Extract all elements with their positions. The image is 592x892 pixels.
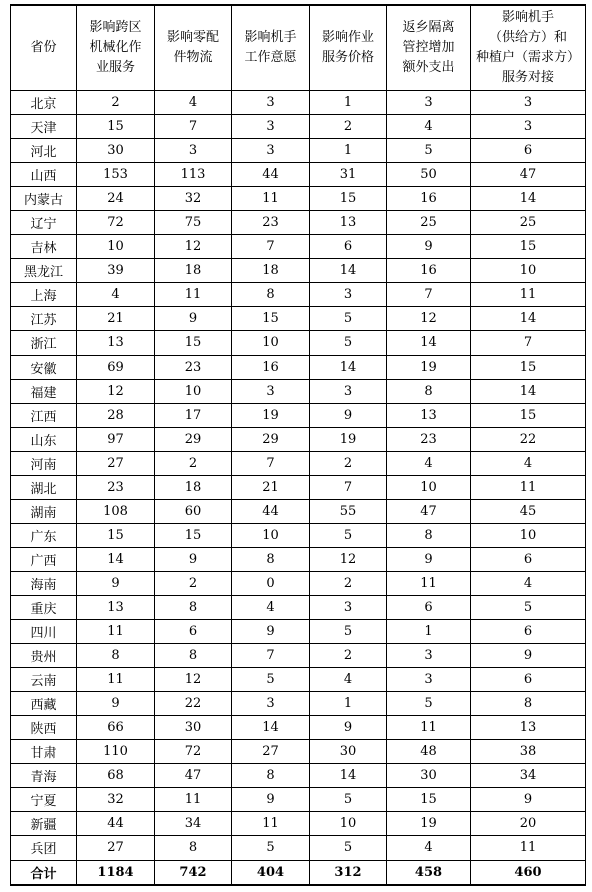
- cell-operator-willingness: 10: [232, 331, 310, 355]
- cell-province: 天津: [11, 115, 77, 139]
- header-line: 管控增加: [402, 40, 455, 55]
- cell-service-price: 5: [310, 788, 387, 812]
- table-header: [11, 5, 586, 91]
- cell-service-price: 13: [310, 211, 387, 235]
- cell-cross-region-service: 9: [77, 571, 155, 595]
- cell-supply-demand-matching: 6: [471, 620, 586, 644]
- cell-parts-logistics: 11: [155, 788, 232, 812]
- cell-operator-willingness: 16: [232, 355, 310, 379]
- header-operator-willingness: [232, 5, 310, 91]
- table-row: [11, 716, 586, 740]
- cell-cross-region-service: 27: [77, 836, 155, 860]
- total-cross-region-service: 1184: [77, 860, 155, 885]
- total-supply-demand-matching: 460: [471, 860, 586, 885]
- table-row: [11, 475, 586, 499]
- table-row: [11, 764, 586, 788]
- table-row: [11, 139, 586, 163]
- cell-service-price: 5: [310, 331, 387, 355]
- cell-supply-demand-matching: 3: [471, 115, 586, 139]
- cell-cross-region-service: 11: [77, 668, 155, 692]
- cell-province: 陕西: [11, 716, 77, 740]
- cell-operator-willingness: 4: [232, 595, 310, 619]
- cell-operator-willingness: 7: [232, 451, 310, 475]
- cell-cross-region-service: 8: [77, 644, 155, 668]
- cell-supply-demand-matching: 6: [471, 668, 586, 692]
- cell-quarantine-cost: 50: [387, 163, 471, 187]
- cell-parts-logistics: 22: [155, 692, 232, 716]
- cell-supply-demand-matching: 9: [471, 644, 586, 668]
- cell-cross-region-service: 97: [77, 427, 155, 451]
- cell-cross-region-service: 24: [77, 187, 155, 211]
- header-supply-demand-matching: [471, 5, 586, 91]
- header-line: 机械化作: [89, 40, 142, 55]
- cell-parts-logistics: 113: [155, 163, 232, 187]
- table-row: [11, 499, 586, 523]
- cell-cross-region-service: 28: [77, 403, 155, 427]
- header-quarantine-cost: [387, 5, 471, 91]
- cell-cross-region-service: 32: [77, 788, 155, 812]
- cell-quarantine-cost: 47: [387, 499, 471, 523]
- cell-cross-region-service: 69: [77, 355, 155, 379]
- total-service-price: 312: [310, 860, 387, 885]
- cell-operator-willingness: 7: [232, 235, 310, 259]
- cell-cross-region-service: 153: [77, 163, 155, 187]
- table-row: [11, 451, 586, 475]
- table-row: [11, 812, 586, 836]
- cell-province: 湖南: [11, 499, 77, 523]
- cell-supply-demand-matching: 4: [471, 451, 586, 475]
- cell-parts-logistics: 8: [155, 836, 232, 860]
- province-impact-table: [10, 4, 586, 886]
- cell-province: 上海: [11, 283, 77, 307]
- cell-parts-logistics: 60: [155, 499, 232, 523]
- cell-province: 吉林: [11, 235, 77, 259]
- table-row: [11, 644, 586, 668]
- cell-operator-willingness: 29: [232, 427, 310, 451]
- cell-quarantine-cost: 4: [387, 451, 471, 475]
- cell-cross-region-service: 12: [77, 379, 155, 403]
- header-line: 业服务: [95, 60, 135, 75]
- cell-service-price: 19: [310, 427, 387, 451]
- header-line: 返乡隔离: [402, 20, 455, 35]
- cell-parts-logistics: 12: [155, 668, 232, 692]
- cell-parts-logistics: 12: [155, 235, 232, 259]
- table-row: [11, 836, 586, 860]
- header-line: 影响机手: [244, 30, 297, 45]
- cell-operator-willingness: 10: [232, 523, 310, 547]
- cell-supply-demand-matching: 25: [471, 211, 586, 235]
- cell-cross-region-service: 30: [77, 139, 155, 163]
- cell-parts-logistics: 2: [155, 571, 232, 595]
- cell-operator-willingness: 15: [232, 307, 310, 331]
- table-row: [11, 259, 586, 283]
- cell-quarantine-cost: 9: [387, 547, 471, 571]
- header-province: [11, 5, 77, 91]
- cell-province: 宁夏: [11, 788, 77, 812]
- cell-operator-willingness: 3: [232, 91, 310, 115]
- cell-parts-logistics: 18: [155, 259, 232, 283]
- total-operator-willingness: 404: [232, 860, 310, 885]
- cell-service-price: 2: [310, 115, 387, 139]
- cell-parts-logistics: 11: [155, 283, 232, 307]
- cell-supply-demand-matching: 3: [471, 91, 586, 115]
- cell-supply-demand-matching: 6: [471, 139, 586, 163]
- cell-province: 新疆: [11, 812, 77, 836]
- cell-supply-demand-matching: 20: [471, 812, 586, 836]
- cell-quarantine-cost: 5: [387, 139, 471, 163]
- table-row: [11, 163, 586, 187]
- cell-parts-logistics: 15: [155, 331, 232, 355]
- cell-supply-demand-matching: 8: [471, 692, 586, 716]
- cell-province: 安徽: [11, 355, 77, 379]
- cell-supply-demand-matching: 15: [471, 403, 586, 427]
- cell-quarantine-cost: 15: [387, 788, 471, 812]
- cell-quarantine-cost: 14: [387, 331, 471, 355]
- cell-service-price: 31: [310, 163, 387, 187]
- table-row: [11, 547, 586, 571]
- table-row: [11, 211, 586, 235]
- cell-province: 福建: [11, 379, 77, 403]
- cell-province: 江苏: [11, 307, 77, 331]
- cell-service-price: 30: [310, 740, 387, 764]
- cell-cross-region-service: 10: [77, 235, 155, 259]
- cell-quarantine-cost: 3: [387, 644, 471, 668]
- cell-quarantine-cost: 23: [387, 427, 471, 451]
- cell-cross-region-service: 110: [77, 740, 155, 764]
- cell-province: 广西: [11, 547, 77, 571]
- cell-service-price: 3: [310, 283, 387, 307]
- cell-supply-demand-matching: 22: [471, 427, 586, 451]
- header-line: 服务对接: [501, 70, 554, 85]
- table-row: [11, 355, 586, 379]
- header-line: 种植户（需求方）: [475, 50, 580, 65]
- cell-province: 四川: [11, 620, 77, 644]
- cell-parts-logistics: 34: [155, 812, 232, 836]
- table-row: [11, 307, 586, 331]
- cell-service-price: 6: [310, 235, 387, 259]
- cell-quarantine-cost: 3: [387, 668, 471, 692]
- header-line: 影响零配: [166, 30, 219, 45]
- cell-quarantine-cost: 30: [387, 764, 471, 788]
- cell-quarantine-cost: 19: [387, 812, 471, 836]
- cell-operator-willingness: 9: [232, 620, 310, 644]
- table-row: [11, 571, 586, 595]
- cell-supply-demand-matching: 15: [471, 235, 586, 259]
- cell-quarantine-cost: 11: [387, 571, 471, 595]
- cell-operator-willingness: 5: [232, 668, 310, 692]
- cell-cross-region-service: 14: [77, 547, 155, 571]
- cell-service-price: 55: [310, 499, 387, 523]
- cell-quarantine-cost: 16: [387, 259, 471, 283]
- cell-operator-willingness: 3: [232, 379, 310, 403]
- cell-quarantine-cost: 16: [387, 187, 471, 211]
- table-row: [11, 187, 586, 211]
- cell-quarantine-cost: 5: [387, 692, 471, 716]
- cell-service-price: 12: [310, 547, 387, 571]
- table-row: [11, 692, 586, 716]
- cell-service-price: 1: [310, 139, 387, 163]
- cell-quarantine-cost: 10: [387, 475, 471, 499]
- cell-service-price: 4: [310, 668, 387, 692]
- table-row: [11, 403, 586, 427]
- cell-parts-logistics: 4: [155, 91, 232, 115]
- cell-cross-region-service: 2: [77, 91, 155, 115]
- cell-supply-demand-matching: 5: [471, 595, 586, 619]
- cell-quarantine-cost: 8: [387, 379, 471, 403]
- cell-supply-demand-matching: 15: [471, 355, 586, 379]
- table-row: [11, 91, 586, 115]
- cell-service-price: 7: [310, 475, 387, 499]
- cell-quarantine-cost: 4: [387, 115, 471, 139]
- cell-operator-willingness: 8: [232, 283, 310, 307]
- cell-service-price: 14: [310, 355, 387, 379]
- cell-province: 河南: [11, 451, 77, 475]
- cell-service-price: 5: [310, 307, 387, 331]
- cell-operator-willingness: 3: [232, 692, 310, 716]
- cell-province: 浙江: [11, 331, 77, 355]
- table-row: [11, 115, 586, 139]
- cell-cross-region-service: 39: [77, 259, 155, 283]
- cell-quarantine-cost: 11: [387, 716, 471, 740]
- cell-operator-willingness: 3: [232, 115, 310, 139]
- cell-cross-region-service: 9: [77, 692, 155, 716]
- cell-supply-demand-matching: 14: [471, 307, 586, 331]
- cell-parts-logistics: 72: [155, 740, 232, 764]
- total-row: [11, 860, 586, 885]
- header-line: 件物流: [173, 50, 213, 65]
- cell-parts-logistics: 47: [155, 764, 232, 788]
- cell-service-price: 14: [310, 259, 387, 283]
- cell-supply-demand-matching: 14: [471, 379, 586, 403]
- header-cross-region-service: [77, 5, 155, 91]
- cell-operator-willingness: 0: [232, 571, 310, 595]
- table-row: [11, 668, 586, 692]
- cell-supply-demand-matching: 38: [471, 740, 586, 764]
- cell-supply-demand-matching: 10: [471, 259, 586, 283]
- cell-province: 云南: [11, 668, 77, 692]
- table-row: [11, 788, 586, 812]
- cell-province: 甘肃: [11, 740, 77, 764]
- cell-cross-region-service: 13: [77, 331, 155, 355]
- cell-service-price: 2: [310, 451, 387, 475]
- total-parts-logistics: 742: [155, 860, 232, 885]
- cell-operator-willingness: 11: [232, 812, 310, 836]
- cell-cross-region-service: 66: [77, 716, 155, 740]
- table-row: [11, 523, 586, 547]
- cell-service-price: 5: [310, 523, 387, 547]
- cell-supply-demand-matching: 7: [471, 331, 586, 355]
- cell-supply-demand-matching: 4: [471, 571, 586, 595]
- cell-parts-logistics: 15: [155, 523, 232, 547]
- table-row: [11, 235, 586, 259]
- cell-service-price: 5: [310, 620, 387, 644]
- cell-quarantine-cost: 7: [387, 283, 471, 307]
- cell-service-price: 5: [310, 836, 387, 860]
- total-label: 合计: [11, 860, 77, 885]
- cell-operator-willingness: 27: [232, 740, 310, 764]
- cell-parts-logistics: 10: [155, 379, 232, 403]
- cell-supply-demand-matching: 13: [471, 716, 586, 740]
- cell-parts-logistics: 9: [155, 547, 232, 571]
- header-row: [11, 5, 586, 91]
- cell-service-price: 14: [310, 764, 387, 788]
- cell-quarantine-cost: 1: [387, 620, 471, 644]
- header-line: 省份: [30, 40, 57, 55]
- cell-province: 山西: [11, 163, 77, 187]
- cell-cross-region-service: 27: [77, 451, 155, 475]
- cell-parts-logistics: 3: [155, 139, 232, 163]
- cell-cross-region-service: 4: [77, 283, 155, 307]
- table-row: [11, 740, 586, 764]
- table-row: [11, 427, 586, 451]
- cell-parts-logistics: 18: [155, 475, 232, 499]
- cell-parts-logistics: 7: [155, 115, 232, 139]
- cell-operator-willingness: 44: [232, 163, 310, 187]
- cell-province: 山东: [11, 427, 77, 451]
- cell-province: 重庆: [11, 595, 77, 619]
- header-line: 影响跨区: [89, 20, 142, 35]
- cell-parts-logistics: 32: [155, 187, 232, 211]
- cell-province: 内蒙古: [11, 187, 77, 211]
- table-container: [10, 4, 585, 886]
- header-service-price: [310, 5, 387, 91]
- cell-province: 青海: [11, 764, 77, 788]
- cell-cross-region-service: 21: [77, 307, 155, 331]
- cell-quarantine-cost: 8: [387, 523, 471, 547]
- header-parts-logistics: [155, 5, 232, 91]
- cell-operator-willingness: 23: [232, 211, 310, 235]
- cell-operator-willingness: 18: [232, 259, 310, 283]
- cell-operator-willingness: 44: [232, 499, 310, 523]
- cell-province: 广东: [11, 523, 77, 547]
- header-line: 影响机手: [501, 10, 554, 25]
- cell-province: 海南: [11, 571, 77, 595]
- table-row: [11, 331, 586, 355]
- cell-parts-logistics: 8: [155, 595, 232, 619]
- cell-province: 湖北: [11, 475, 77, 499]
- cell-province: 江西: [11, 403, 77, 427]
- cell-operator-willingness: 7: [232, 644, 310, 668]
- cell-supply-demand-matching: 10: [471, 523, 586, 547]
- cell-province: 西藏: [11, 692, 77, 716]
- cell-operator-willingness: 8: [232, 764, 310, 788]
- table-row: [11, 283, 586, 307]
- cell-province: 北京: [11, 91, 77, 115]
- cell-service-price: 10: [310, 812, 387, 836]
- total-quarantine-cost: 458: [387, 860, 471, 885]
- cell-service-price: 15: [310, 187, 387, 211]
- cell-quarantine-cost: 3: [387, 91, 471, 115]
- cell-supply-demand-matching: 14: [471, 187, 586, 211]
- cell-quarantine-cost: 6: [387, 595, 471, 619]
- cell-quarantine-cost: 9: [387, 235, 471, 259]
- cell-service-price: 2: [310, 571, 387, 595]
- cell-supply-demand-matching: 34: [471, 764, 586, 788]
- cell-quarantine-cost: 48: [387, 740, 471, 764]
- cell-supply-demand-matching: 11: [471, 836, 586, 860]
- table-row: [11, 379, 586, 403]
- cell-supply-demand-matching: 9: [471, 788, 586, 812]
- cell-quarantine-cost: 12: [387, 307, 471, 331]
- cell-cross-region-service: 108: [77, 499, 155, 523]
- cell-operator-willingness: 9: [232, 788, 310, 812]
- header-line: 额外支出: [402, 60, 455, 75]
- cell-parts-logistics: 9: [155, 307, 232, 331]
- cell-supply-demand-matching: 47: [471, 163, 586, 187]
- cell-service-price: 2: [310, 644, 387, 668]
- cell-parts-logistics: 29: [155, 427, 232, 451]
- table-row: [11, 620, 586, 644]
- cell-cross-region-service: 72: [77, 211, 155, 235]
- cell-service-price: 1: [310, 692, 387, 716]
- cell-cross-region-service: 13: [77, 595, 155, 619]
- cell-quarantine-cost: 13: [387, 403, 471, 427]
- cell-cross-region-service: 15: [77, 523, 155, 547]
- cell-parts-logistics: 30: [155, 716, 232, 740]
- cell-cross-region-service: 15: [77, 115, 155, 139]
- cell-cross-region-service: 68: [77, 764, 155, 788]
- header-line: 工作意愿: [244, 50, 297, 65]
- table-row: [11, 595, 586, 619]
- cell-parts-logistics: 23: [155, 355, 232, 379]
- cell-service-price: 9: [310, 716, 387, 740]
- cell-parts-logistics: 8: [155, 644, 232, 668]
- cell-parts-logistics: 75: [155, 211, 232, 235]
- cell-service-price: 3: [310, 379, 387, 403]
- cell-operator-willingness: 21: [232, 475, 310, 499]
- cell-province: 贵州: [11, 644, 77, 668]
- cell-quarantine-cost: 25: [387, 211, 471, 235]
- cell-quarantine-cost: 4: [387, 836, 471, 860]
- cell-operator-willingness: 8: [232, 547, 310, 571]
- cell-operator-willingness: 11: [232, 187, 310, 211]
- header-line: 服务价格: [321, 50, 374, 65]
- table-body: [11, 91, 586, 885]
- cell-quarantine-cost: 19: [387, 355, 471, 379]
- header-line: 影响作业: [321, 30, 374, 45]
- cell-operator-willingness: 3: [232, 139, 310, 163]
- cell-service-price: 3: [310, 595, 387, 619]
- cell-service-price: 9: [310, 403, 387, 427]
- cell-supply-demand-matching: 11: [471, 475, 586, 499]
- cell-province: 兵团: [11, 836, 77, 860]
- cell-cross-region-service: 11: [77, 620, 155, 644]
- cell-operator-willingness: 19: [232, 403, 310, 427]
- cell-operator-willingness: 5: [232, 836, 310, 860]
- cell-parts-logistics: 6: [155, 620, 232, 644]
- cell-supply-demand-matching: 45: [471, 499, 586, 523]
- cell-cross-region-service: 23: [77, 475, 155, 499]
- cell-operator-willingness: 14: [232, 716, 310, 740]
- cell-supply-demand-matching: 6: [471, 547, 586, 571]
- cell-supply-demand-matching: 11: [471, 283, 586, 307]
- cell-service-price: 1: [310, 91, 387, 115]
- cell-parts-logistics: 17: [155, 403, 232, 427]
- header-line: （供给方）和: [488, 30, 567, 45]
- cell-parts-logistics: 2: [155, 451, 232, 475]
- cell-province: 河北: [11, 139, 77, 163]
- cell-cross-region-service: 44: [77, 812, 155, 836]
- cell-province: 辽宁: [11, 211, 77, 235]
- cell-province: 黑龙江: [11, 259, 77, 283]
